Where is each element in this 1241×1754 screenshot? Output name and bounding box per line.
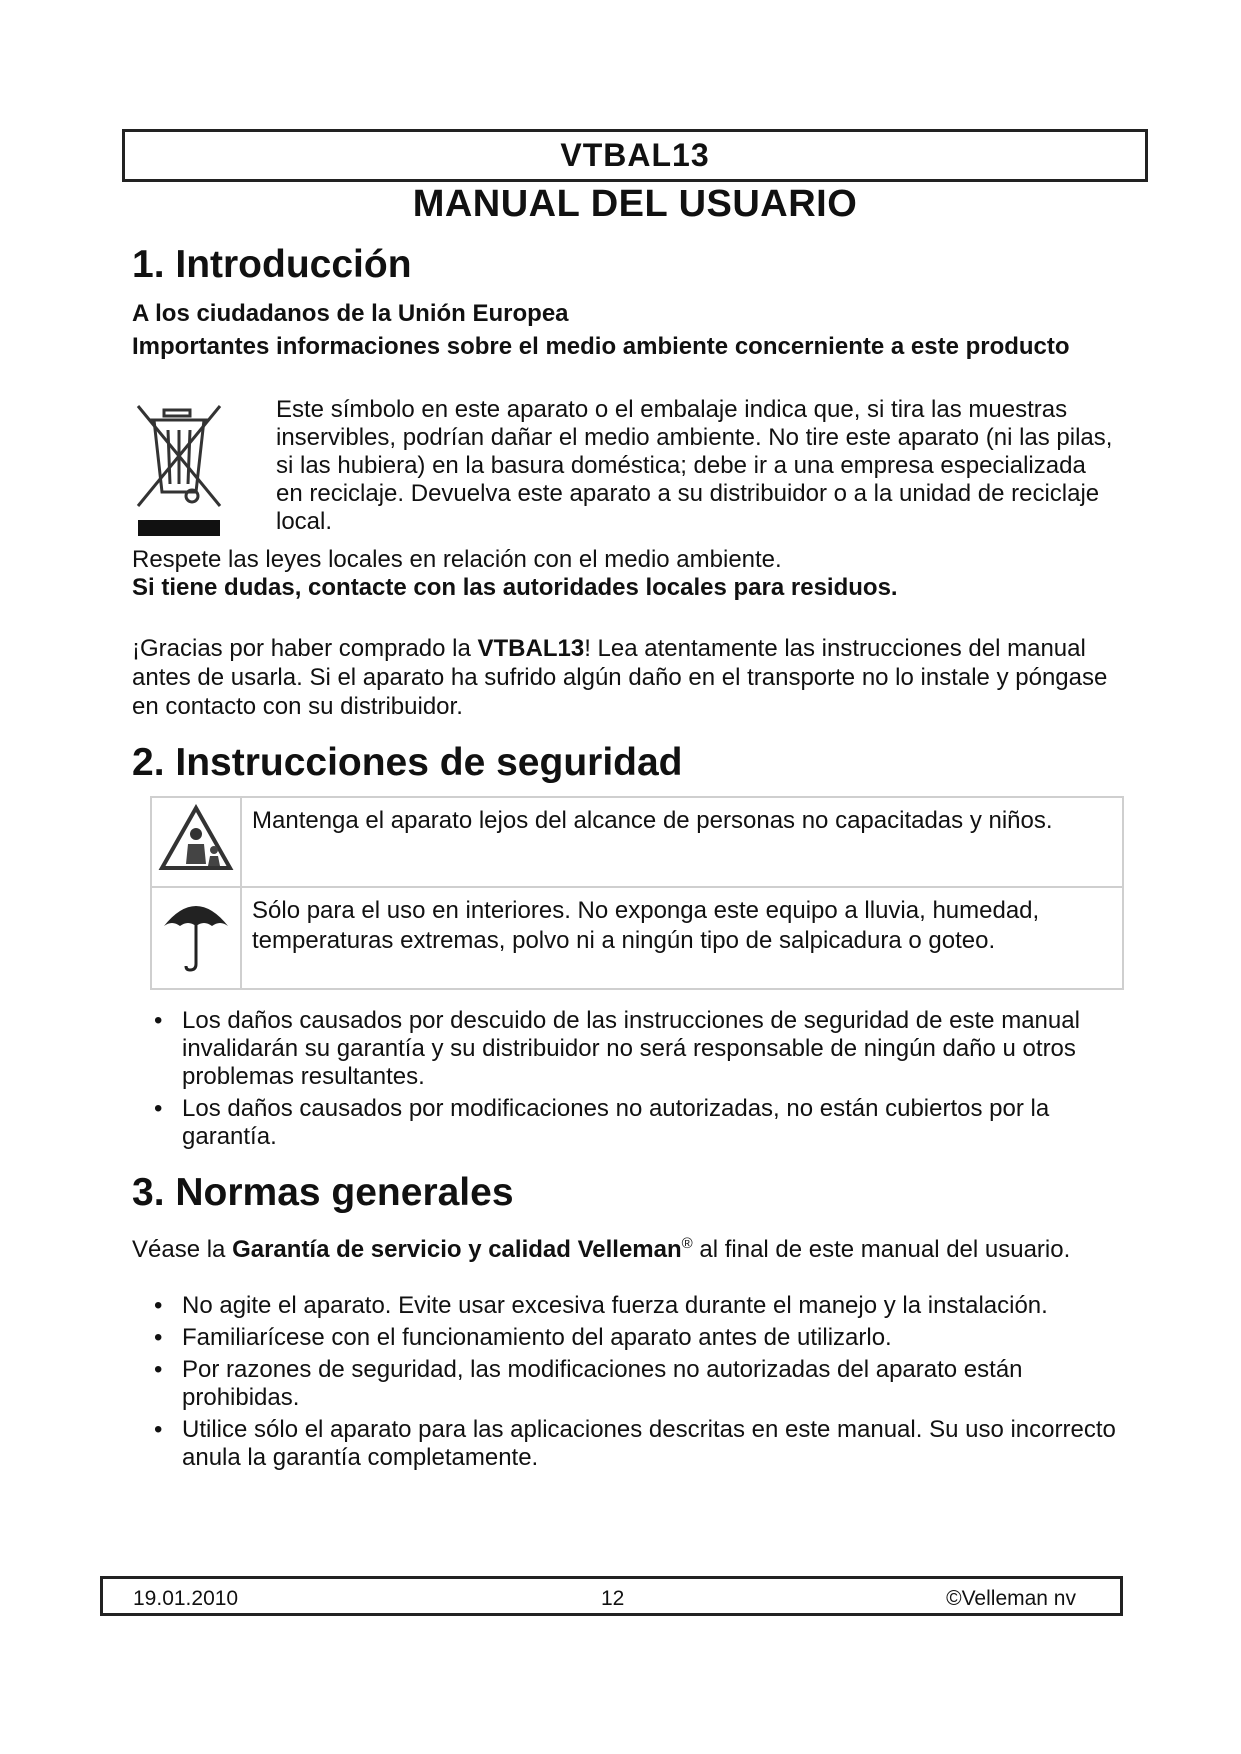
section-3-heading: 3. Normas generales	[132, 1171, 514, 1214]
model-header-box	[122, 129, 1148, 182]
guarantee-intro: Véase la Garantía de servicio y calidad Velleman® al final de este manual del usuario.	[132, 1235, 1071, 1263]
list-item: • Los daños causados por modificaciones no autorizadas, no están cubiertos por la garantía.	[154, 1095, 1050, 1150]
thanks-paragraph	[132, 634, 1112, 721]
safety-row	[151, 887, 1123, 989]
thanks-after: ! Lea atentamente las instrucciones del manual antes de usarla. Si el aparato ha sufrido algún daño en el transporte no lo instale y póngase en contacto con su distribuidor.	[132, 635, 1108, 720]
thanks-before: ¡Gracias por haber comprado la	[132, 635, 478, 662]
bullet-dot: •	[154, 1007, 163, 1034]
footer-copyright: ©Velleman nv	[946, 1587, 1076, 1610]
section-1-heading: 1. Introducción	[132, 243, 412, 286]
bullet-dot: •	[154, 1416, 163, 1443]
eu-citizens-title: A los ciudadanos de la Unión Europea	[132, 300, 569, 327]
bullet-dot: •	[154, 1292, 163, 1319]
contact-authorities-text: Si tiene dudas, contacte con las autoridades locales para residuos.	[132, 574, 898, 601]
environment-info-title: Importantes informaciones sobre el medio ambiente concerniente a este producto	[132, 333, 1070, 360]
safety-text-cell: Sólo para el uso en interiores. No exponga este equipo a lluvia, humedad, temperaturas extremas, polvo ni a ningún tipo de salpicadura o goteo.	[241, 887, 1123, 989]
list-item: • Los daños causados por descuido de las instrucciones de seguridad de este manual invalidarán su garantía y su distribuidor no será responsable de ningún daño u otros problemas resultantes.	[154, 1007, 1080, 1090]
list-item: • Por razones de seguridad, las modificaciones no autorizadas del aparato están prohibidas.	[154, 1356, 1023, 1411]
guarantee-name: Garantía de servicio y calidad Velleman	[232, 1236, 682, 1263]
manual-title: MANUAL DEL USUARIO	[412, 183, 858, 225]
warning-icon	[158, 804, 234, 872]
respect-laws-text: Respete las leyes locales en relación con el medio ambiente.	[132, 546, 782, 573]
footer-page-number: 12	[601, 1587, 625, 1610]
list-item: • No agite el aparato. Evite usar excesiva fuerza durante el manejo y la instalación.	[154, 1292, 1048, 1319]
list-item: • Utilice sólo el aparato para las aplicaciones descritas en este manual. Su uso incorrecto anula la garantía completamente.	[154, 1416, 1116, 1471]
bullet-dot: •	[154, 1324, 163, 1351]
safety-icon-cell	[151, 797, 241, 887]
bullet-dot: •	[154, 1095, 163, 1122]
list-item: • Familiarícese con el funcionamiento del aparato antes de utilizarlo.	[154, 1324, 892, 1351]
bullet-dot: •	[154, 1356, 163, 1383]
weee-bin-icon	[134, 402, 226, 538]
umbrella-icon	[158, 894, 234, 974]
safety-text-cell: Mantenga el aparato lejos del alcance de personas no capacitadas y niños.	[241, 797, 1123, 887]
safety-bullets	[128, 1007, 1128, 1155]
safety-icon-cell	[151, 887, 241, 989]
safety-row	[151, 797, 1123, 887]
general-bullets	[128, 1292, 1128, 1476]
page-footer	[100, 1576, 1123, 1616]
model-name: VTBAL13	[560, 137, 710, 173]
weee-symbol-text: Este símbolo en este aparato o el embalaje indica que, si tira las muestras inservibles, podrían dañar el medio ambiente. No tire este aparato (ni las pilas, si las hubiera) en la basura doméstica; debe ir a una empresa especializada en reciclaje. Devuelva este aparato a su distribuidor o a la unidad de reciclaje local.	[276, 396, 1113, 535]
registered-mark: ®	[681, 1235, 693, 1252]
safety-table	[150, 796, 1124, 990]
thanks-model: VTBAL13	[477, 635, 585, 662]
footer-date: 19.01.2010	[133, 1587, 239, 1610]
section-2-heading: 2. Instrucciones de seguridad	[132, 741, 683, 784]
